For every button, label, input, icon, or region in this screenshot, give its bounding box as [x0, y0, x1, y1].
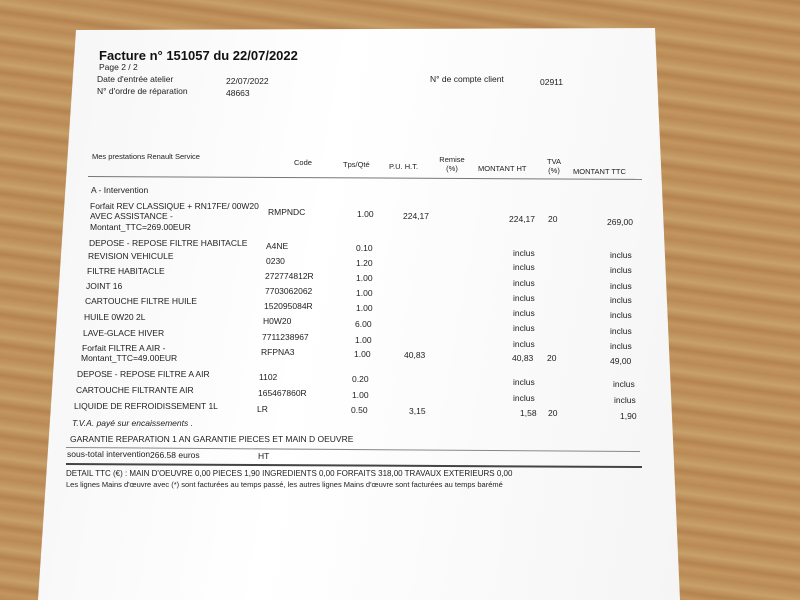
row-code: LR — [257, 404, 268, 414]
account-value: 02911 — [540, 77, 564, 87]
row-code: RMPNDC — [268, 207, 306, 217]
row-ttc: inclus — [610, 326, 632, 336]
row-qty: 0.20 — [352, 374, 369, 384]
col-header-service: Mes prestations Renault Service — [92, 152, 200, 161]
row-code: 272774812R — [265, 271, 314, 281]
row-code: H0W20 — [263, 316, 292, 326]
row-desc: JOINT 16 — [86, 281, 123, 291]
row-qty: 0.50 — [351, 405, 368, 415]
row-qty: 1.00 — [354, 349, 371, 359]
row-ttc: 1,90 — [620, 411, 637, 421]
row-tva: 20 — [548, 408, 558, 418]
invoice-title: Facture n° 151057 du 22/07/2022 — [99, 48, 298, 63]
row-desc: LIQUIDE DE REFROIDISSEMENT 1L — [74, 401, 218, 411]
row-ht: 1,58 — [520, 408, 537, 418]
row-desc: Forfait FILTRE A AIR - — [82, 343, 166, 353]
row-desc: Montant_TTC=49.00EUR — [81, 353, 178, 363]
row-desc: FILTRE HABITACLE — [87, 266, 165, 276]
row-ht: inclus — [513, 248, 535, 258]
subtotal-label: sous-total intervention — [67, 449, 151, 459]
row-ttc: 49,00 — [610, 356, 632, 366]
row-code: 7711238967 — [262, 332, 309, 342]
row-ttc: 269,00 — [607, 217, 633, 227]
row-code: 0230 — [266, 256, 285, 266]
col-header-remise: Remise (%) — [439, 155, 465, 173]
row-desc: LAVE-GLACE HIVER — [83, 328, 165, 338]
entry-date-value: 22/07/2022 — [226, 76, 269, 86]
row-ht: inclus — [513, 339, 535, 349]
col-header-tps: Tps/Qté — [343, 160, 370, 169]
order-number-label: N° d'ordre de réparation — [97, 86, 188, 96]
row-ht: inclus — [513, 262, 535, 272]
col-header-montant-ttc: MONTANT TTC — [573, 167, 626, 176]
row-desc: Montant_TTC=269.00EUR — [90, 222, 191, 232]
footnote: Les lignes Mains d'œuvre avec (*) sont facturées au temps passé, les autres lignes Mains d'œuvre sont facturées au temps barémé — [66, 480, 503, 489]
row-ttc: inclus — [613, 379, 635, 389]
row-ht: inclus — [513, 278, 535, 288]
row-ttc: inclus — [610, 281, 632, 291]
col-header-tva: TVA (%) — [546, 157, 562, 175]
row-ttc: inclus — [610, 310, 632, 320]
row-code: 152095084R — [264, 301, 313, 311]
page-number: Page 2 / 2 — [99, 62, 138, 72]
row-code: RFPNA3 — [261, 347, 295, 357]
row-ht: inclus — [513, 293, 535, 303]
tva-note: T.V.A. payé sur encaissements . — [72, 418, 193, 428]
row-desc: AVEC ASSISTANCE - — [90, 211, 173, 221]
row-code: 7703062062 — [265, 286, 313, 296]
row-pu: 224,17 — [403, 211, 429, 221]
row-ttc: inclus — [610, 341, 632, 351]
row-ht: 40,83 — [512, 353, 534, 363]
row-ttc: inclus — [614, 395, 636, 405]
row-qty: 1.00 — [356, 273, 373, 283]
col-header-montant-ht: MONTANT HT — [478, 164, 527, 173]
row-qty: 1.00 — [355, 335, 372, 345]
row-ttc: inclus — [610, 265, 632, 275]
row-ttc: inclus — [610, 295, 632, 305]
detail-line: DETAIL TTC (€) : MAIN D'OEUVRE 0,00 PIECES 1,90 INGREDIENTS 0,00 FORFAITS 318,00 TRAVAUX EXTERIEURS 0,00 — [66, 469, 513, 478]
order-number-value: 48663 — [226, 88, 250, 98]
row-ttc: inclus — [610, 250, 632, 260]
account-label: N° de compte client — [430, 74, 504, 84]
row-code: 1102 — [259, 372, 278, 382]
row-desc: Forfait REV CLASSIQUE + RN17FE/ 00W20 — [90, 201, 259, 211]
row-ht: inclus — [513, 308, 535, 318]
row-pu: 40,83 — [404, 350, 426, 360]
row-qty: 1.00 — [356, 288, 373, 298]
row-ht: inclus — [513, 393, 535, 403]
row-desc: CARTOUCHE FILTRANTE AIR — [76, 385, 194, 395]
row-qty: 1.00 — [357, 209, 374, 219]
row-desc: DEPOSE - REPOSE FILTRE A AIR — [77, 369, 210, 379]
row-tva: 20 — [548, 214, 558, 224]
row-desc: DEPOSE - REPOSE FILTRE HABITACLE — [89, 238, 248, 248]
garantie-text: GARANTIE REPARATION 1 AN GARANTIE PIECES ET MAIN D OEUVRE — [70, 434, 354, 444]
row-ht: inclus — [513, 323, 535, 333]
col-header-code: Code — [294, 158, 312, 167]
row-code: 165467860R — [258, 388, 307, 398]
col-header-pu: P.U. H.T. — [389, 162, 419, 171]
section-title: A - Intervention — [91, 185, 149, 195]
subtotal-value: 266.58 euros — [150, 450, 200, 460]
row-qty: 1.00 — [352, 390, 369, 400]
row-desc: CARTOUCHE FILTRE HUILE — [85, 296, 197, 306]
row-desc: HUILE 0W20 2L — [84, 312, 146, 322]
row-qty: 6.00 — [355, 319, 372, 329]
row-pu: 3,15 — [409, 406, 426, 416]
row-qty: 0.10 — [356, 243, 373, 253]
subtotal-unit: HT — [258, 451, 270, 461]
row-qty: 1.20 — [356, 258, 373, 268]
row-tva: 20 — [547, 353, 557, 363]
row-desc: REVISION VEHICULE — [88, 251, 174, 261]
entry-date-label: Date d'entrée atelier — [97, 74, 174, 84]
row-ht: 224,17 — [509, 214, 535, 224]
row-code: A4NE — [266, 241, 289, 251]
row-ht: inclus — [513, 377, 535, 387]
row-qty: 1.00 — [356, 303, 373, 313]
